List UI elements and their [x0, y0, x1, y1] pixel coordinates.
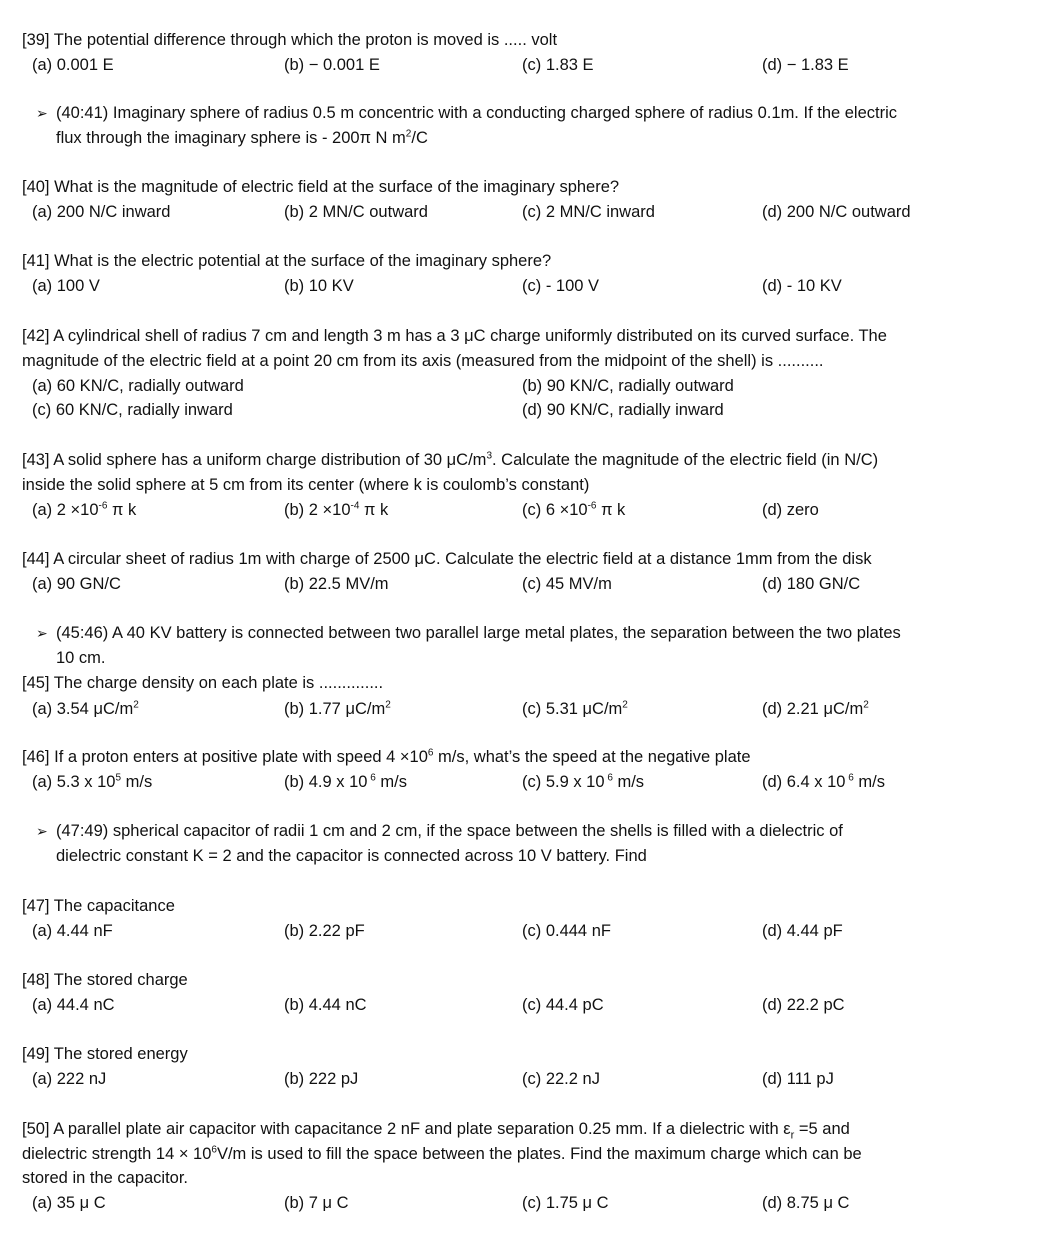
q40-option-a: (a) 200 N/C inward [32, 203, 171, 221]
q48-option-d: (d) 22.2 pC [762, 996, 845, 1014]
intro47-line2: dielectric constant K = 2 and the capacitor is connected across 10 V battery. Find [56, 847, 647, 865]
q46-stem: [46] If a proton enters at positive plate with speed $4 \times 10^6$ m/s, what’s the speed at the negative plate [22, 747, 751, 766]
q46-option-b: (b) 4.9 x 10 $^6$ m/s [284, 772, 407, 791]
q40-option-b: (b) 2 MN/C outward [284, 203, 428, 221]
q48-option-c: (c) 44.4 pC [522, 996, 604, 1014]
q50-option-a: (a) 35 μ C [32, 1194, 106, 1212]
q44-option-d: (d) 180 GN/C [762, 575, 861, 593]
q42-line1: [42] A cylindrical shell of radius 7 cm and length 3 m has a 3 μC charge uniformly distributed on its curved surface. The [22, 327, 887, 345]
q40-stem: [40] What is the magnitude of electric field at the surface of the imaginary sphere? [22, 178, 620, 196]
q49-option-d: (d) 111 pJ [762, 1070, 834, 1088]
q44-stem: [44] A circular sheet of radius 1m with charge of 2500 μC. Calculate the electric field at a distance 1mm from the disk [22, 550, 872, 568]
bullet-arrow-icon: ➢ [36, 625, 48, 641]
q45-option-d: (d) 2.21 $\mu C/m^2$ [762, 699, 869, 718]
q47-stem: [47] The capacitance [22, 897, 175, 915]
q50-option-b: (b) 7 μ C [284, 1194, 349, 1212]
q47-option-a: (a) 4.44 nF [32, 922, 113, 940]
q42-option-d: (d) 90 KN/C, radially inward [522, 401, 724, 419]
q41-stem: [41] What is the electric potential at the surface of the imaginary sphere? [22, 252, 552, 270]
q50-option-d: (d) 8.75 μ C [762, 1194, 850, 1212]
q50-line2: dielectric strength $14 \times 10^6V/m$ is used to fill the space between the plates. Find the maximum charge which can be [22, 1144, 862, 1163]
q41-option-a: (a) 100 V [32, 277, 100, 295]
q43-option-c: (c) $6 \times 10^{-6}$ π k [522, 500, 626, 519]
q40-option-c: (c) 2 MN/C inward [522, 203, 655, 221]
q48-option-a: (a) 44.4 nC [32, 996, 115, 1014]
q39-option-d: (d) − 1.83 E [762, 56, 849, 74]
q43-line1: [43] A solid sphere has a uniform charge distribution of 30 $\mu C/m^3$. Calculate the magnitude of the electric field (in N/C) [22, 450, 879, 469]
intro40-line1: (40:41) Imaginary sphere of radius 0.5 m concentric with a conducting charged sphere of radius 0.1m. If the electric [56, 104, 898, 122]
q39-option-c: (c) 1.83 E [522, 56, 594, 74]
q44-option-b: (b) 22.5 MV/m [284, 575, 389, 593]
q45-option-b: (b) 1.77 $\mu C/m^2$ [284, 699, 391, 718]
q45-option-c: (c) 5.31 $\mu C/m^2$ [522, 699, 628, 718]
q49-stem: [49] The stored energy [22, 1045, 188, 1063]
bullet-arrow-icon: ➢ [36, 823, 48, 839]
q46-option-d: (d) 6.4 x 10 $^6$ m/s [762, 772, 885, 791]
q50-line3: stored in the capacitor. [22, 1169, 189, 1187]
q49-option-b: (b) 222 pJ [284, 1070, 359, 1088]
q39-option-a: (a) 0.001 E [32, 56, 114, 74]
intro45-line2: 10 cm. [56, 649, 106, 667]
q42-option-c: (c) 60 KN/C, radially inward [32, 401, 233, 419]
intro45-line1: (45:46) A 40 KV battery is connected between two parallel large metal plates, the separation between the two plates [56, 624, 901, 642]
intro40-line2: flux through the imaginary sphere is - 200π N $m^2/C$ [56, 128, 428, 147]
q47-option-b: (b) 2.22 pF [284, 922, 365, 940]
q49-option-a: (a) 222 nJ [32, 1070, 107, 1088]
q50-option-c: (c) 1.75 μ C [522, 1194, 609, 1212]
q41-option-c: (c) - 100 V [522, 277, 600, 295]
q50-line1: [50] A parallel plate air capacitor with capacitance 2 nF and plate separation 0.25 mm. If a dielectric with $\varepsilon_r =5$ and [22, 1120, 850, 1142]
q47-option-d: (d) 4.44 pF [762, 922, 843, 940]
q41-option-b: (b) 10 KV [284, 277, 354, 295]
q41-option-d: (d) - 10 KV [762, 277, 842, 295]
q43-option-d: (d) zero [762, 501, 819, 519]
q47-option-c: (c) 0.444 nF [522, 922, 611, 940]
q42-option-b: (b) 90 KN/C, radially outward [522, 377, 734, 395]
q46-option-a: (a) 5.3 x $10^5$ m/s [32, 772, 153, 791]
intro47-line1: (47:49) spherical capacitor of radii 1 cm and 2 cm, if the space between the shells is filled with a dielectric of [56, 822, 843, 840]
q39-option-b: (b) − 0.001 E [284, 56, 380, 74]
q45-option-a: (a) 3.54 $\mu C/m^2$ [32, 699, 139, 718]
q46-option-c: (c) 5.9 x 10 $^6$ m/s [522, 772, 645, 791]
q49-option-c: (c) 22.2 nJ [522, 1070, 600, 1088]
q42-line2: magnitude of the electric field at a point 20 cm from its axis (measured from the midpoint of the shell) is .......... [22, 352, 824, 370]
q42-option-a: (a) 60 KN/C, radially outward [32, 377, 244, 395]
q44-option-a: (a) 90 GN/C [32, 575, 121, 593]
q45-stem: [45] The charge density on each plate is .............. [22, 674, 384, 692]
q40-option-d: (d) 200 N/C outward [762, 203, 911, 221]
q48-option-b: (b) 4.44 nC [284, 996, 367, 1014]
q43-line2: inside the solid sphere at 5 cm from its center (where k is coulomb’s constant) [22, 476, 590, 494]
q43-option-a: (a) $2 \times 10^{-6}$ π k [32, 500, 137, 519]
q39-stem: [39] The potential difference through which the proton is moved is ..... volt [22, 31, 558, 49]
bullet-arrow-icon: ➢ [36, 105, 48, 121]
q43-option-b: (b) $2 \times 10^{-4}$ π k [284, 500, 389, 519]
q48-stem: [48] The stored charge [22, 971, 188, 989]
q44-option-c: (c) 45 MV/m [522, 575, 612, 593]
